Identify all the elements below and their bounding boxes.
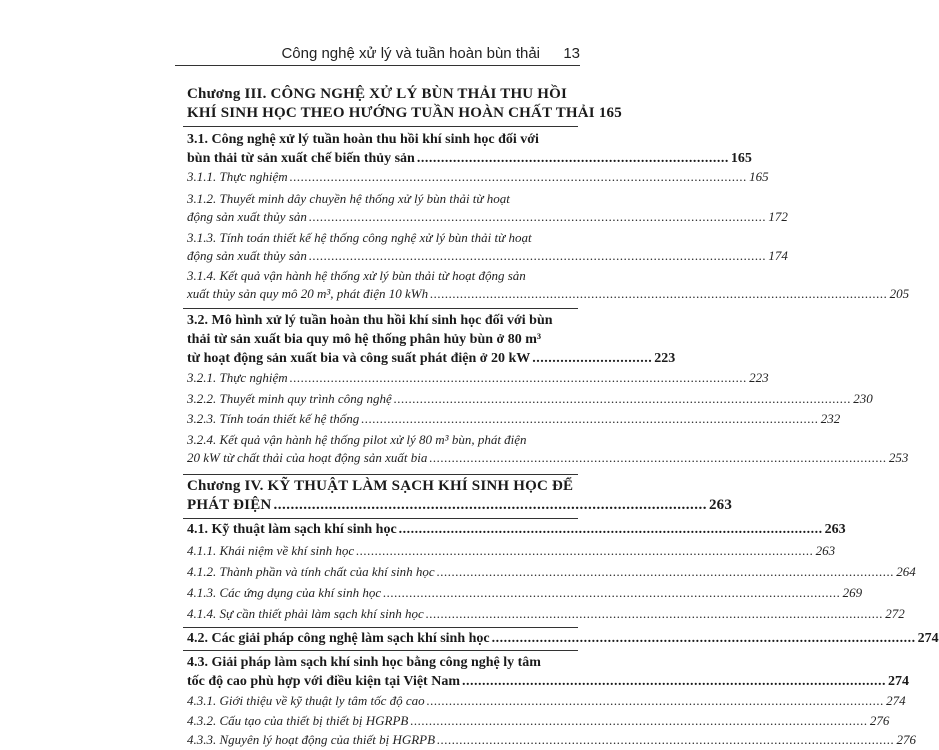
- toc-line: [187, 731, 917, 749]
- toc-line: [187, 149, 752, 168]
- toc-line: 3.1. Công nghệ xử lý tuần hoàn thu hồi khí sinh học đối với: [187, 132, 539, 147]
- toc-line-text: 4.2. Các giải pháp công nghệ làm sạch khí sinh học: [187, 631, 490, 646]
- toc-line: Chương IV. KỸ THUẬT LÀM SẠCH KHÍ SINH HỌC ĐỂ: [187, 478, 574, 494]
- leader-dots: ..........................................................................................................: [461, 674, 886, 689]
- toc-line-text: 20 kW từ chất thải của hoạt động sản xuất bia: [187, 450, 428, 465]
- toc-subsection-3-1-2: [187, 190, 788, 226]
- leader-dots: ..........................................................................................................................: [289, 370, 748, 385]
- toc-line-text: 3.2.3. Tính toán thiết kế hệ thống: [187, 411, 360, 426]
- toc-subsection-4-1-4: [187, 605, 905, 623]
- toc-page-number: 274: [917, 631, 939, 646]
- toc-line-text: 4.1.1. Khái niệm về khí sinh học: [187, 543, 355, 558]
- toc-subsection-4-3-1: [187, 692, 906, 710]
- toc-page-number: 165: [749, 169, 769, 184]
- toc-line-text: KHÍ SINH HỌC THEO HƯỚNG TUẦN HOÀN CHẤT THẢI: [187, 105, 595, 121]
- leader-dots: ..........................................................................................................................: [436, 564, 895, 579]
- toc-page-number: 263: [708, 497, 733, 513]
- toc-line-text: 4.3.2. Cấu tạo của thiết bị thiết bị HGRPB: [187, 713, 409, 728]
- toc-page-number: 232: [820, 411, 841, 426]
- toc-line-text: xuất thủy sản quy mô 20 m³, phát điện 10 kWh: [187, 286, 429, 301]
- toc-subsection-3-2-4: [187, 431, 909, 467]
- divider: [183, 474, 578, 475]
- toc-subsection-4-1-2: [187, 563, 916, 581]
- toc-subsection-4-1-1: [187, 542, 836, 560]
- toc-line: 3.1.4. Kết quả vận hành hệ thống xử lý bùn thải từ hoạt động sản: [187, 268, 526, 283]
- leader-dots: ..........................................................................................................................: [410, 713, 868, 728]
- toc-page-number: 253: [888, 450, 909, 465]
- toc-line: [187, 247, 788, 265]
- toc-line: [187, 410, 841, 428]
- leader-dots: ..........................................................................................................................: [426, 693, 885, 708]
- toc-line: [187, 712, 890, 730]
- toc-line: [187, 584, 863, 602]
- leader-dots: ..........................................................................................................................: [425, 606, 884, 621]
- toc-line: [187, 208, 788, 226]
- toc-line: [187, 369, 769, 387]
- toc-page-number: 276: [896, 732, 917, 747]
- toc-line-text: 4.1. Kỹ thuật làm sạch khí sinh học: [187, 522, 397, 537]
- toc-line: [187, 542, 836, 560]
- toc-section-3-1: [187, 130, 752, 168]
- toc-line: [187, 563, 916, 581]
- toc-line: [187, 168, 769, 186]
- toc-line-text: 4.1.2. Thành phần và tính chất của khí sinh học: [187, 564, 435, 579]
- toc-section-3-2: [187, 311, 676, 368]
- toc-line-text: 3.2.2. Thuyết minh quy trình công nghệ: [187, 391, 392, 406]
- leader-dots: ..............................: [532, 351, 653, 366]
- toc-subsection-3-1-4: [187, 267, 910, 303]
- toc-subsection-3-2-2: [187, 390, 873, 408]
- toc-line: Chương III. CÔNG NGHỆ XỬ LÝ BÙN THẢI THU HỒI: [187, 86, 568, 102]
- leader-dots: ..........................................................................................................................: [289, 169, 748, 184]
- toc-page-number: 205: [889, 286, 910, 301]
- toc-line: [187, 692, 906, 710]
- header-title: Công nghệ xử lý và tuần hoàn bùn thải: [281, 45, 540, 62]
- toc-subsection-3-1-3: [187, 229, 788, 265]
- toc-page-number: 174: [768, 248, 788, 263]
- toc-page-number: 274: [887, 674, 909, 689]
- toc-line-text: động sản xuất thủy sản: [187, 248, 307, 263]
- toc-line: [187, 449, 909, 467]
- leader-dots: ..........................................................................................................: [398, 522, 823, 537]
- toc-line: [187, 390, 873, 408]
- toc-line-text: từ hoạt động sản xuất bia và công suất phát điện ở 20 kW: [187, 351, 531, 366]
- toc-line-text: PHÁT ĐIỆN: [187, 497, 272, 513]
- toc-subsection-3-2-1: [187, 369, 769, 387]
- toc-line-text: 3.2.1. Thực nghiệm: [187, 370, 288, 385]
- toc-line: 3.2. Mô hình xử lý tuần hoàn thu hồi khí sinh học đối với bùn: [187, 313, 553, 328]
- toc-page-number: 269: [842, 585, 863, 600]
- leader-dots: ..........................................................................................................................: [383, 585, 841, 600]
- toc-line: [187, 104, 622, 123]
- leader-dots: ..........................................................................................................................: [430, 286, 888, 301]
- toc-line-text: động sản xuất thủy sản: [187, 209, 307, 224]
- toc-page-number: 165: [730, 151, 752, 166]
- toc-line-text: bùn thải từ sản xuất chế biến thủy sản: [187, 151, 415, 166]
- leader-dots: ..........................................................................................................................: [308, 209, 767, 224]
- divider: [183, 308, 578, 309]
- toc-page-number: 264: [896, 564, 916, 579]
- divider: [183, 627, 578, 628]
- toc-line-text: 4.1.3. Các ứng dụng của khí sinh học: [187, 585, 382, 600]
- toc-subsection-3-2-3: [187, 410, 841, 428]
- divider: [183, 650, 578, 651]
- toc-line: [187, 672, 909, 691]
- header-page-number: 13: [563, 45, 580, 62]
- toc-line: [187, 496, 733, 515]
- leader-dots: ..........................................................................................................................: [429, 450, 887, 465]
- leader-dots: ..........................................................................................................................: [356, 543, 814, 558]
- toc-line: [187, 349, 676, 368]
- toc-section-4-1: [187, 520, 846, 539]
- toc-page-number: 172: [768, 209, 788, 224]
- toc-section-4-2: [187, 629, 939, 648]
- toc-line: [187, 629, 939, 648]
- divider: [183, 518, 578, 519]
- toc-line: thải từ sản xuất bia quy mô hệ thống phân hủy bùn ở 80 m³: [187, 332, 542, 347]
- toc-subsection-4-3-3: [187, 731, 917, 749]
- toc-page-number: 274: [886, 693, 906, 708]
- toc-subsection-4-3-2: [187, 712, 890, 730]
- toc-line: [187, 285, 910, 303]
- toc-chapter-3: [187, 85, 622, 123]
- toc-page-number: 263: [824, 522, 846, 537]
- toc-page-number: 263: [815, 543, 836, 558]
- toc-line: 3.2.4. Kết quả vận hành hệ thống pilot xử lý 80 m³ bùn, phát điện: [187, 432, 527, 447]
- leader-dots: ..........................................................................................................................: [437, 732, 895, 747]
- toc-page-number: 272: [885, 606, 905, 621]
- toc-line: 4.3. Giải pháp làm sạch khí sinh học bằng công nghệ ly tâm: [187, 655, 541, 670]
- toc-section-4-3: [187, 653, 909, 691]
- toc-page-number: 223: [654, 351, 676, 366]
- toc-line: [187, 605, 905, 623]
- toc-line-text: 4.1.4. Sự cần thiết phải làm sạch khí sinh học: [187, 606, 424, 621]
- toc-page-number: 230: [853, 391, 873, 406]
- leader-dots: ..............................................................................: [416, 151, 729, 166]
- toc-line-text: 3.1.1. Thực nghiệm: [187, 169, 288, 184]
- toc-page-number: 223: [749, 370, 769, 385]
- toc-subsection-3-1-1: [187, 168, 769, 186]
- leader-dots: ..........................................................................................................: [491, 631, 916, 646]
- running-header: [175, 43, 580, 66]
- toc-line: 3.1.2. Thuyết minh dây chuyền hệ thống xử lý bùn thải từ hoạt: [187, 191, 510, 206]
- toc-line-text: 4.3.1. Giới thiệu về kỹ thuật ly tâm tốc độ cao: [187, 693, 425, 708]
- leader-dots: ......................................................................................................: [273, 497, 707, 513]
- leader-dots: ..........................................................................................................................: [308, 248, 767, 263]
- toc-chapter-4: [187, 477, 733, 515]
- toc-line: [187, 520, 846, 539]
- toc-subsection-4-1-3: [187, 584, 863, 602]
- leader-dots: ..........................................................................................................................: [393, 391, 852, 406]
- toc-line-text: 4.3.3. Nguyên lý hoạt động của thiết bị HGRPB: [187, 732, 436, 747]
- toc-page-number: 165: [598, 105, 622, 121]
- toc-line: 3.1.3. Tính toán thiết kế hệ thống công nghệ xử lý bùn thải từ hoạt: [187, 230, 532, 245]
- toc-page-number: 276: [869, 713, 890, 728]
- leader-dots: ..........................................................................................................................: [361, 411, 819, 426]
- toc-line-text: tốc độ cao phù hợp với điều kiện tại Việt Nam: [187, 674, 460, 689]
- divider: [183, 126, 578, 127]
